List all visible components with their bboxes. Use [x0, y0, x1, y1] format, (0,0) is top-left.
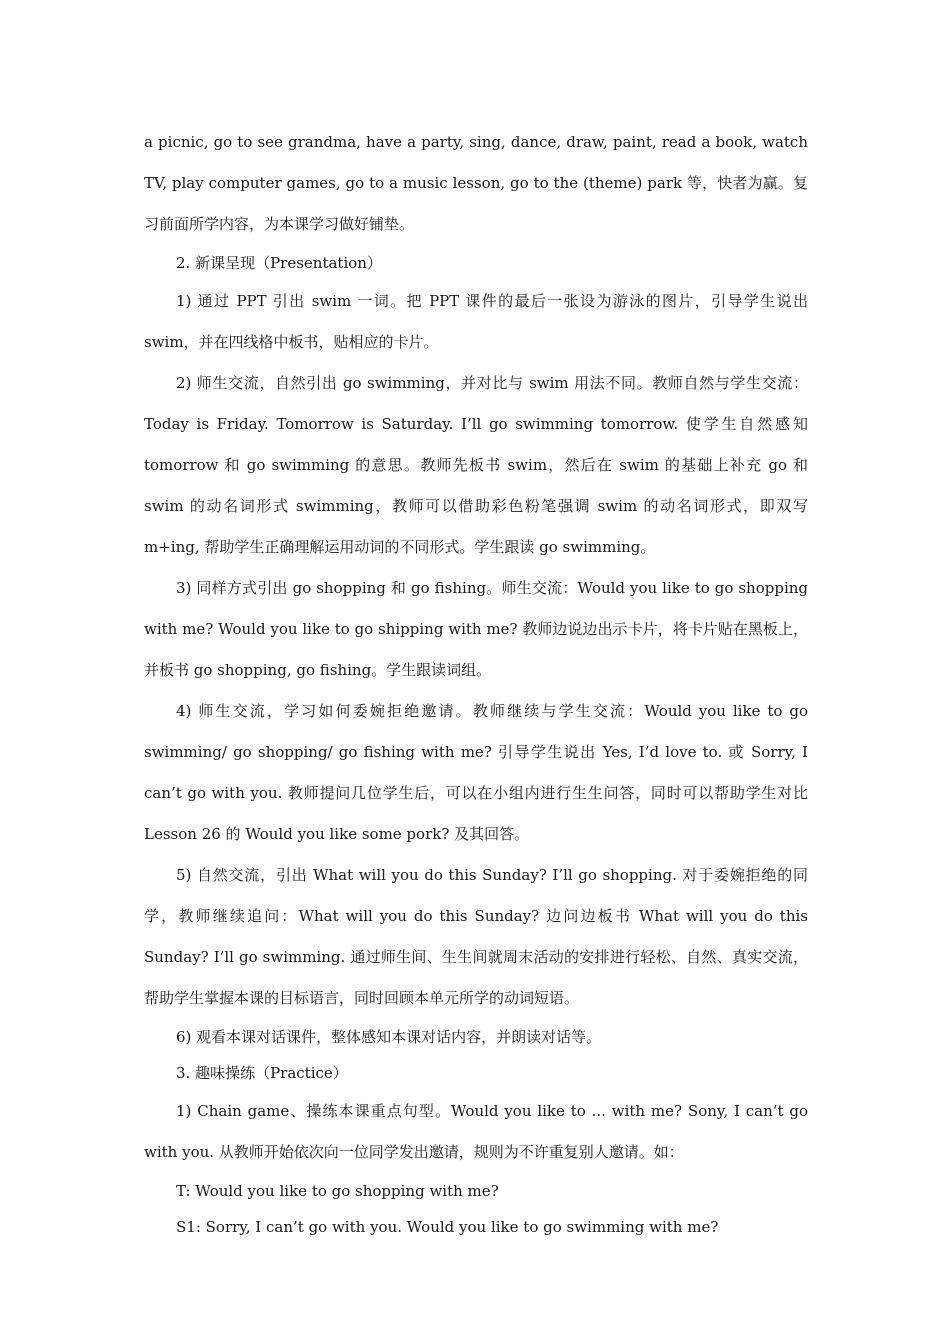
paragraph-presentation-step-3: 3) 同样方式引出 go shopping 和 go fishing。师生交流：Would you like to go shopping with me? Would you like to go shipping with me? 教师边说边出示卡片，将卡片贴在黑板上，并板书 go shopping, go fishing。学生跟读词组。 [144, 579, 808, 679]
paragraph-presentation-step-6: 6) 观看本课对话课件，整体感知本课对话内容，并朗读对话等。 [176, 1028, 602, 1046]
dialogue-line-teacher: T: Would you like to go shopping with me? [176, 1182, 499, 1200]
dialogue-line-student-1: S1: Sorry, I can’t go with you. Would you like to go swimming with me? [176, 1218, 719, 1236]
paragraph-presentation-step-2: 2) 师生交流，自然引出 go swimming，并对比与 swim 用法不同。教师自然与学生交流：Today is Friday. Tomorrow is Saturday. I’ll go swimming tomorrow. 使学生自然感知 tomorrow 和 go swimming 的意思。教师先板书 swim，然后在 swim 的基础上补充 go 和 swim 的动名词形式 swimming，教师可以借助彩色粉笔强调 swim 的动名词形式，即双写 m+ing, 帮助学生正确理解运用动词的不同形式。学生跟读 go swimming。 [144, 374, 808, 556]
paragraph-presentation-step-5: 5) 自然交流，引出 What will you do this Sunday? I’ll go shopping. 对于委婉拒绝的同学，教师继续追问：What will you do this Sunday? 边问边板书 What will you do this Sunday? I’ll go swimming. 通过师生间、生生间就周末活动的安排进行轻松、自然、真实交流，帮助学生掌握本课的目标语言，同时回顾本单元所学的动词短语。 [144, 866, 808, 1007]
section-heading-practice: 3. 趣味操练（Practice） [176, 1064, 348, 1082]
section-heading-presentation: 2. 新课呈现（Presentation） [176, 254, 382, 272]
document-body [144, 122, 808, 1245]
paragraph-warmup-continuation: a picnic, go to see grandma, have a party, sing, dance, draw, paint, read a book, watch TV, play computer games, go to a music lesson, go to the (theme) park 等，快者为赢。复习前面所学内容，为本课学习做好铺垫。 [144, 133, 808, 233]
paragraph-presentation-step-4: 4) 师生交流，学习如何委婉拒绝邀请。教师继续与学生交流：Would you like to go swimming/ go shopping/ go fishing with me? 引导学生说出 Yes, I’d love to. 或 Sorry, I can’t go with you. 教师提问几位学生后，可以在小组内进行生生问答，同时可以帮助学生对比 Lesson 26 的 Would you like some pork? 及其回答。 [144, 702, 808, 843]
paragraph-presentation-step-1: 1) 通过 PPT 引出 swim 一词。把 PPT 课件的最后一张设为游泳的图片，引导学生说出 swim，并在四线格中板书，贴相应的卡片。 [144, 292, 808, 351]
paragraph-practice-step-1: 1) Chain game、操练本课重点句型。Would you like to ... with me? Sony, I can’t go with you. 从教师开始依次向一位同学发出邀请，规则为不许重复别人邀请。如： [144, 1102, 808, 1161]
